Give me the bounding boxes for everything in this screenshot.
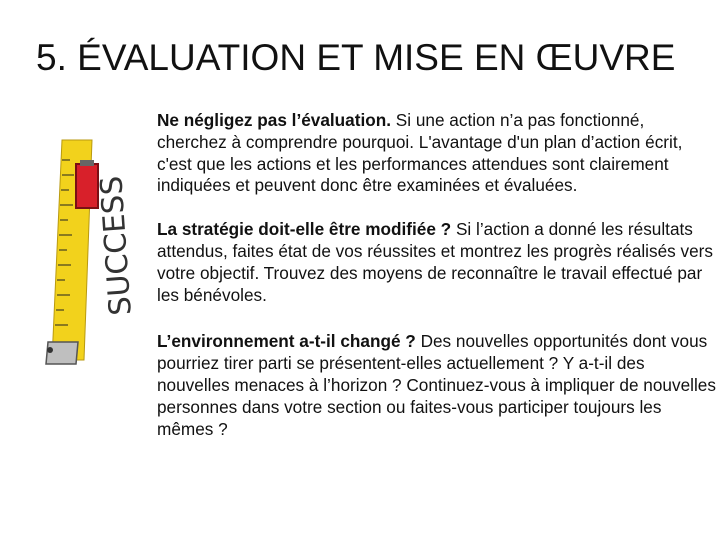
- slide-body: [157, 110, 717, 440]
- tape-measure-image: [22, 120, 140, 382]
- tape-measure-success-icon: [22, 120, 140, 382]
- paragraph-environment: [157, 331, 717, 440]
- paragraph-text: Des nouvelles opportunités dont vous pourriez tirer parti se présentent-elles actuellement ? Y a-t-il des nouvelles menaces à l’horizon ? Continuez-vous à impliquer de nouvelles personnes dans votre section ou faites-vous participer toujours les mêmes ?: [157, 331, 716, 439]
- paragraph-evaluation: [157, 110, 717, 197]
- slide-title: 5. ÉVALUATION ET MISE EN ŒUVRE: [36, 37, 676, 78]
- paragraph-strategy: [157, 219, 717, 306]
- paragraph-text: Si une action n’a pas fonctionné, cherchez à comprendre pourquoi. L'avantage d'un plan d’action écrit, c'est que les actions et les performances attendues sont clairement indiquées et peuvent donc être examinées et évaluées.: [157, 110, 683, 196]
- paragraph-lead: La stratégie doit-elle être modifiée ?: [157, 219, 452, 240]
- paragraph-lead: Ne négligez pas l’évaluation.: [157, 110, 392, 130]
- success-word: SUCCESS: [94, 174, 139, 317]
- paragraph-text: Si l’action a donné les résultats attendus, faites état de vos réussites et montrez les progrès réalisés vers votre objectif. Trouvez des moyens de reconnaître le travail effectué par les bénévoles.: [157, 219, 713, 305]
- paragraph-lead: L’environnement a-t-il changé ?: [157, 331, 416, 352]
